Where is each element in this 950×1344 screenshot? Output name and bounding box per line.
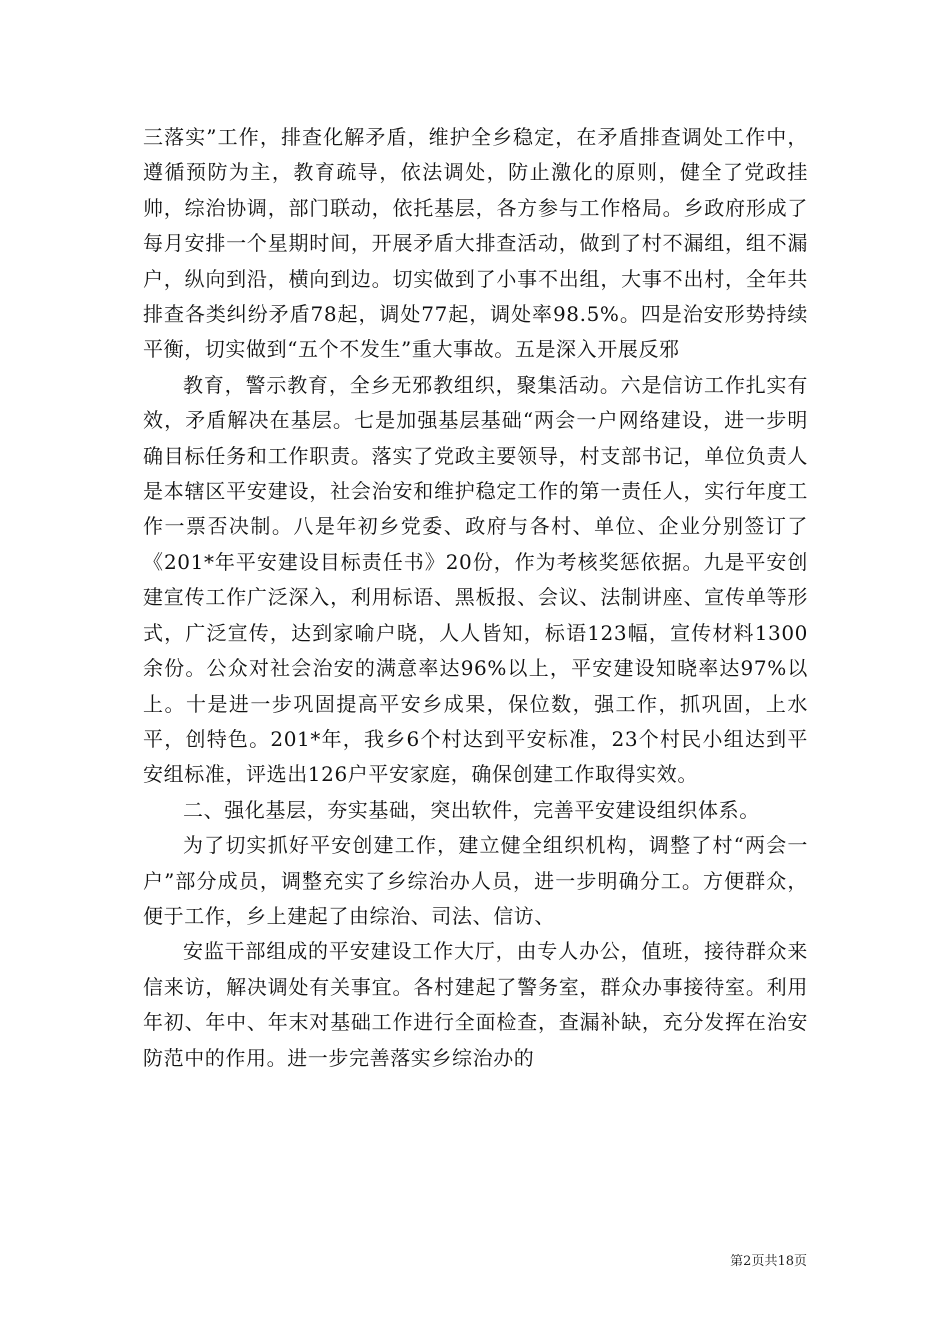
paragraph-1: 三落实”工作，排查化解矛盾，维护全乡稳定，在矛盾排查调处工作中，遵循预防为主，教育疏导，依法调处，防止激化的原则，健全了党政挂帅，综治协调，部门联动，依托基层，各方参与工作格局。乡政府形成了每月安排一个星期时间，开展矛盾大排查活动，做到了村不漏组，组不漏户，纵向到沿，横向到边。切实做到了小事不出组，大事不出村，全年共排查各类纠纷矛盾78起，调处77起，调处率98.5%。四是治安形势持续平衡，切实做到“五个不发生”重大事故。五是深入开展反邪 [143,125,808,362]
paragraph-4: 安监干部组成的平安建设工作大厅，由专人办公，值班，接待群众来信来访，解决调处有关事宜。各村建起了警务室，群众办事接待室。利用年初、年中、年末对基础工作进行全面检查，查漏补缺，充分发挥在治安防范中的作用。进一步完善落实乡综治办的 [143,939,808,1070]
paragraph-2: 教育，警示教育，全乡无邪教组织，聚集活动。六是信访工作扎实有效，矛盾解决在基层。七是加强基层基础“两会一户网络建设，进一步明确目标任务和工作职责。落实了党政主要领导，村支部书记，单位负责人是本辖区平安建设，社会治安和维护稳定工作的第一责任人，实行年度工作一票否决制。八是年初乡党委、政府与各村、单位、企业分别签订了《201*年平安建设目标责任书》20份，作为考核奖惩依据。九是平安创建宣传工作广泛深入，利用标语、黑板报、会议、法制讲座、宣传单等形式，广泛宣传，达到家喻户晓，人人皆知，标语123幅，宣传材料1300余份。公众对社会治安的满意率达96%以上，平安建设知晓率达97%以上。十是进一步巩固提高平安乡成果，保位数，强工作，抓巩固，上水平，创特色。201*年，我乡6个村达到平安标准，23个村民小组达到平安组标准，评选出126户平安家庭，确保创建工作取得实效。 [143,372,808,787]
paragraph-3: 为了切实抓好平安创建工作，建立健全组织机构，调整了村“两会一户”部分成员，调整充实了乡综治办人员，进一步明确分工。方便群众，便于工作，乡上建起了由综治、司法、信访、 [143,833,808,928]
page-number: 第2页共18页 [730,1254,807,1269]
section-heading: 二、强化基层，夯实基础，突出软件，完善平安建设组织体系。 [183,797,760,822]
body-text [143,120,808,1076]
